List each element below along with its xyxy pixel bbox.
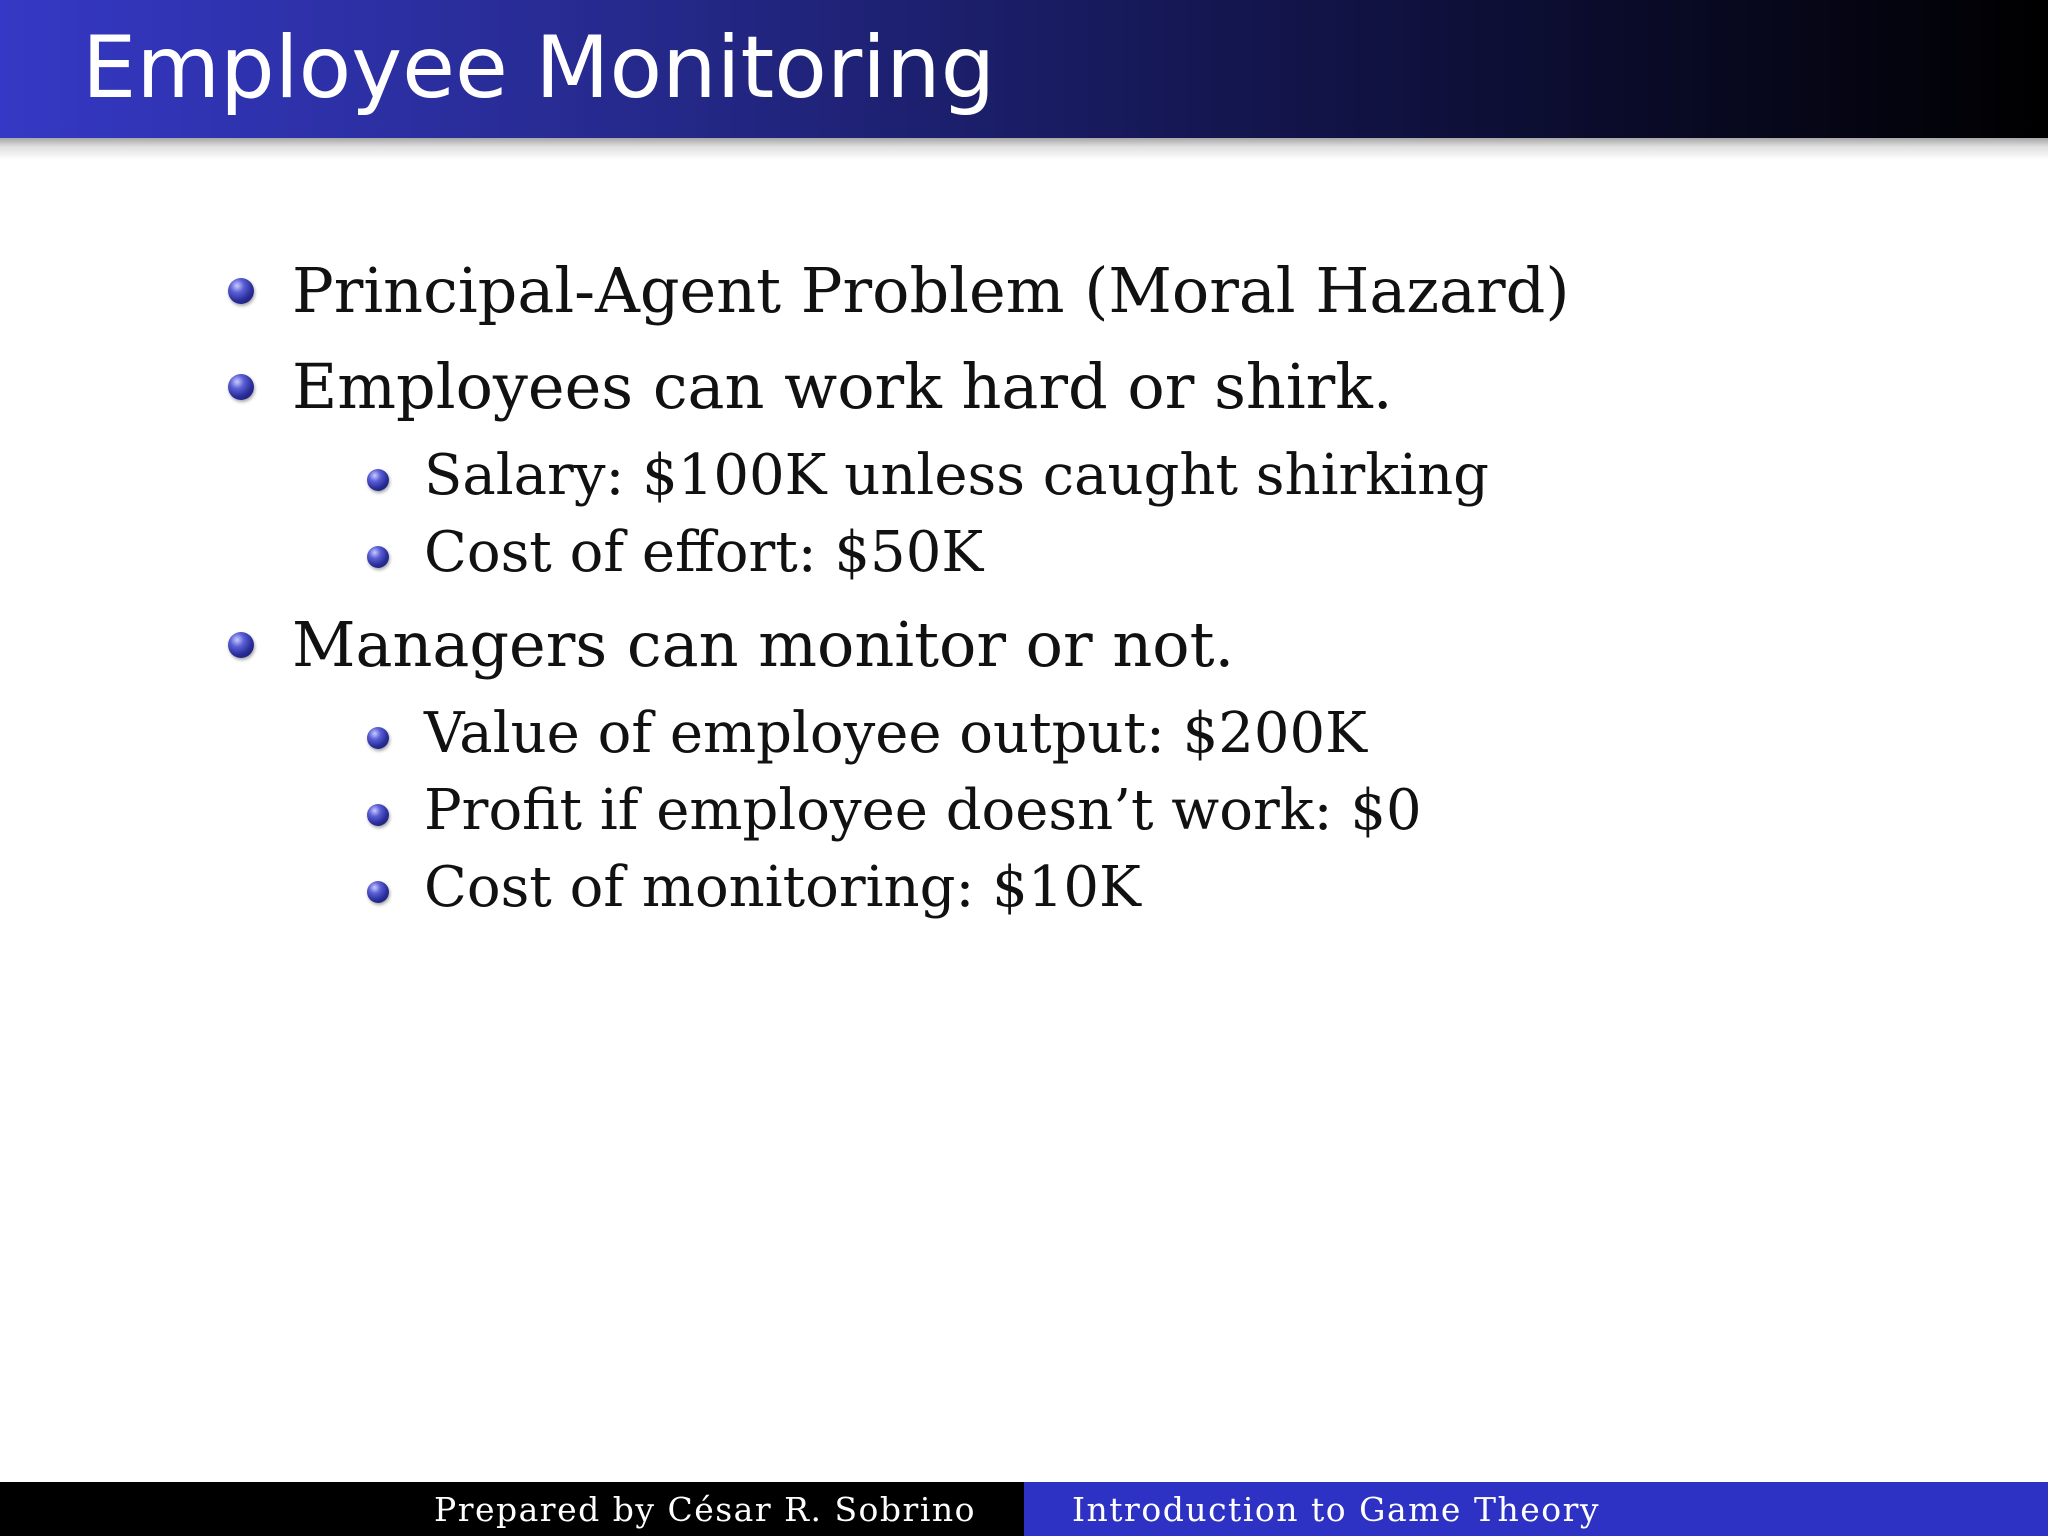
sub-bullet-icon xyxy=(367,881,389,903)
footer-course: Introduction to Game Theory xyxy=(1072,1489,1601,1529)
footer xyxy=(0,1482,2048,1536)
list-item: Employees can work hard or shirk. xyxy=(292,350,1393,423)
footer-author: Prepared by César R. Sobrino xyxy=(433,1489,976,1529)
sub-bullet-icon xyxy=(367,469,389,491)
list-item: Managers can monitor or not. xyxy=(292,608,1235,681)
sub-bullet-icon xyxy=(367,546,389,568)
sub-bullet-icon xyxy=(367,804,389,826)
sub-list-item: Value of employee output: $200K xyxy=(424,701,1368,766)
bullet-icon xyxy=(228,374,254,400)
sub-list-item: Cost of monitoring: $10K xyxy=(424,855,1141,920)
sub-list-item: Profit if employee doesn’t work: $0 xyxy=(424,778,1422,843)
sub-list-item: Salary: $100K unless caught shirking xyxy=(424,443,1490,508)
bullet-icon xyxy=(228,632,254,658)
footer-author-panel xyxy=(0,1482,1024,1536)
sub-bullet-icon xyxy=(367,727,389,749)
footer-course-panel xyxy=(1024,1482,2048,1536)
bullet-icon xyxy=(228,278,254,304)
slide-title: Employee Monitoring xyxy=(82,18,996,118)
sub-list-item: Cost of effort: $50K xyxy=(424,520,984,585)
list-item: Principal-Agent Problem (Moral Hazard) xyxy=(292,254,1570,327)
